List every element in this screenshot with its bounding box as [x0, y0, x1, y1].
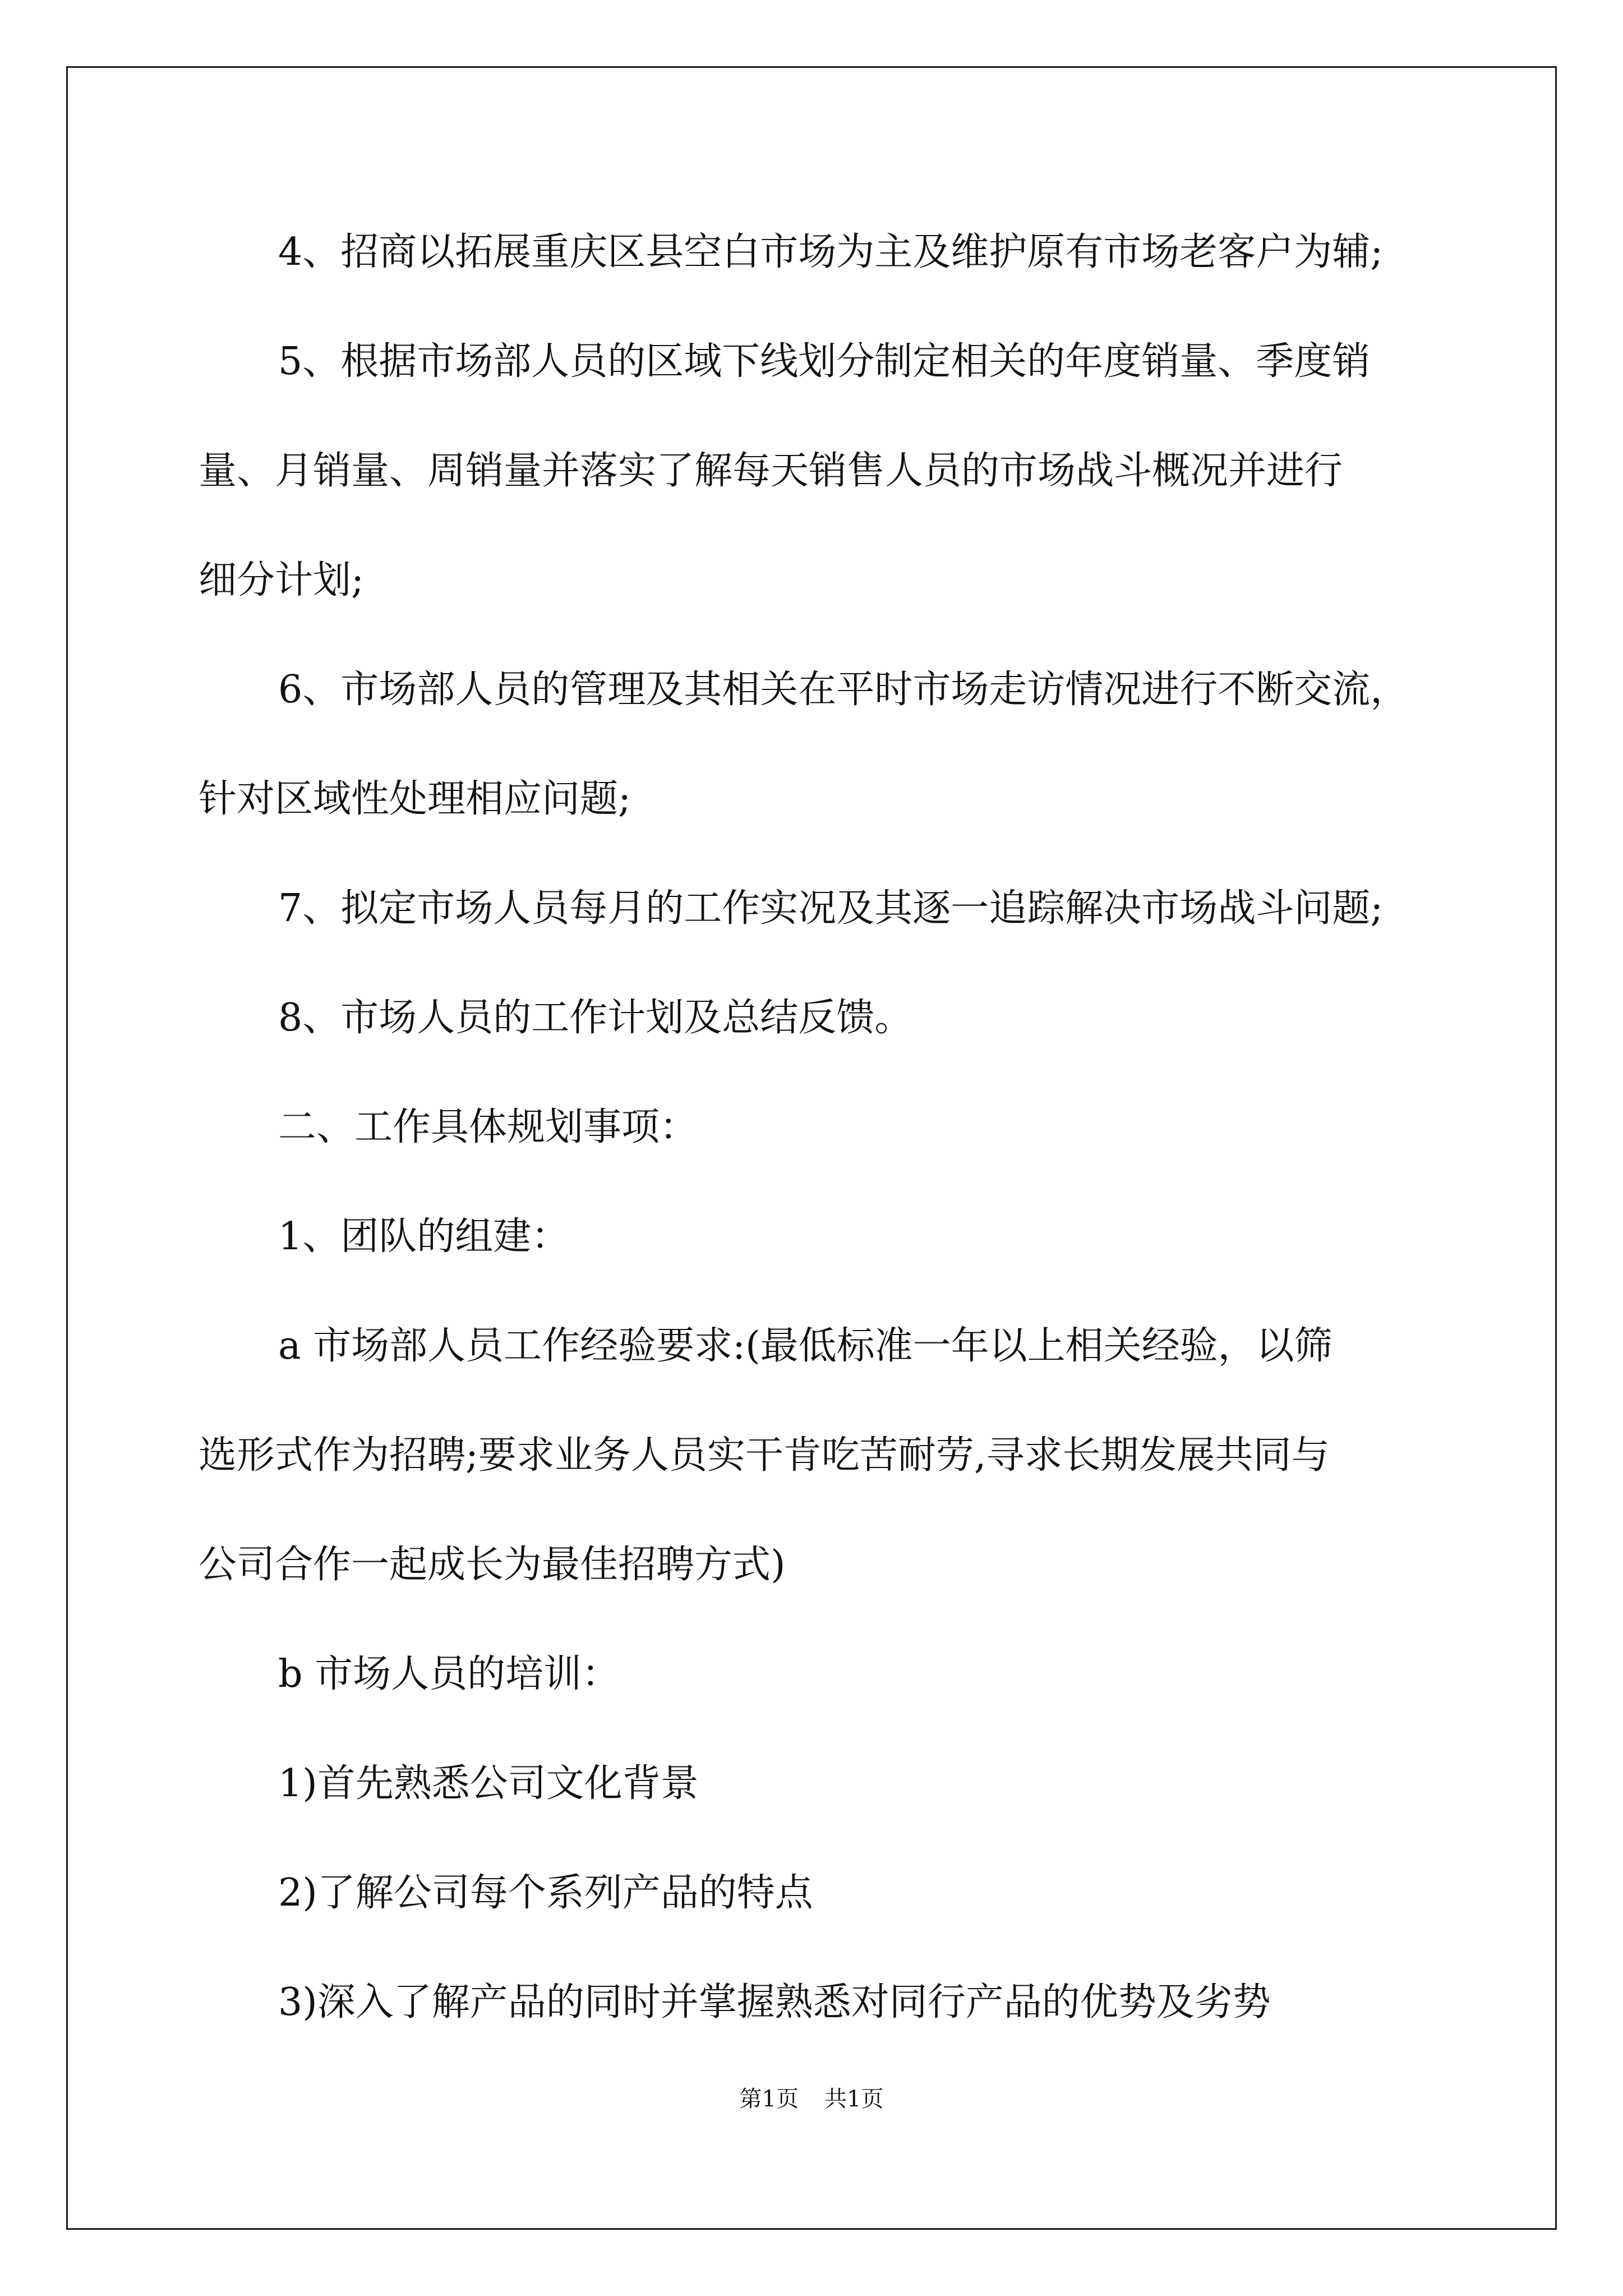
paragraph-line: 6、市场部人员的管理及其相关在平时市场走访情况进行不断交流， [278, 668, 1409, 712]
paragraph-line: 公司合作一起成长为最佳招聘方式) [199, 1543, 786, 1587]
paragraph-line: a 市场部人员工作经验要求:(最低标准一年以上相关经验，以筛 [278, 1324, 1332, 1368]
paragraph-line: 选形式作为招聘;要求业务人员实干肯吃苦耐劳,寻求长期发展共同与 [199, 1433, 1330, 1478]
paragraph-line: 细分计划; [199, 558, 364, 602]
paragraph-line: 7、拟定市场人员每月的工作实况及其逐一追踪解决市场战斗问题; [278, 886, 1384, 931]
paragraph-line: 4、招商以拓展重庆区县空白市场为主及维护原有市场老客户为辅; [278, 230, 1384, 274]
page-footer [0, 2081, 1623, 2113]
paragraph-line: 5、根据市场部人员的区域下线划分制定相关的年度销量、季度销 [278, 339, 1371, 384]
paragraph-line: b 市场人员的培训： [278, 1652, 620, 1696]
paragraph-line: 8、市场人员的工作计划及总结反馈。 [278, 996, 913, 1040]
list-item: 1)首先熟悉公司文化背景 [278, 1761, 699, 1806]
page-total: 共1页 [824, 2086, 884, 2112]
subsection-heading: 1、团队的组建： [278, 1214, 570, 1259]
paragraph-line: 针对区域性处理相应问题; [199, 777, 631, 821]
page-number: 第1页 [739, 2086, 799, 2112]
list-item: 3)深入了解产品的同时并掌握熟悉对同行产品的优势及劣势 [278, 1980, 1271, 2024]
paragraph-line: 量、月销量、周销量并落实了解每天销售人员的市场战斗概况并进行 [199, 449, 1343, 493]
list-item: 2)了解公司每个系列产品的特点 [278, 1871, 813, 1915]
section-heading: 二、工作具体规划事项： [278, 1105, 698, 1149]
